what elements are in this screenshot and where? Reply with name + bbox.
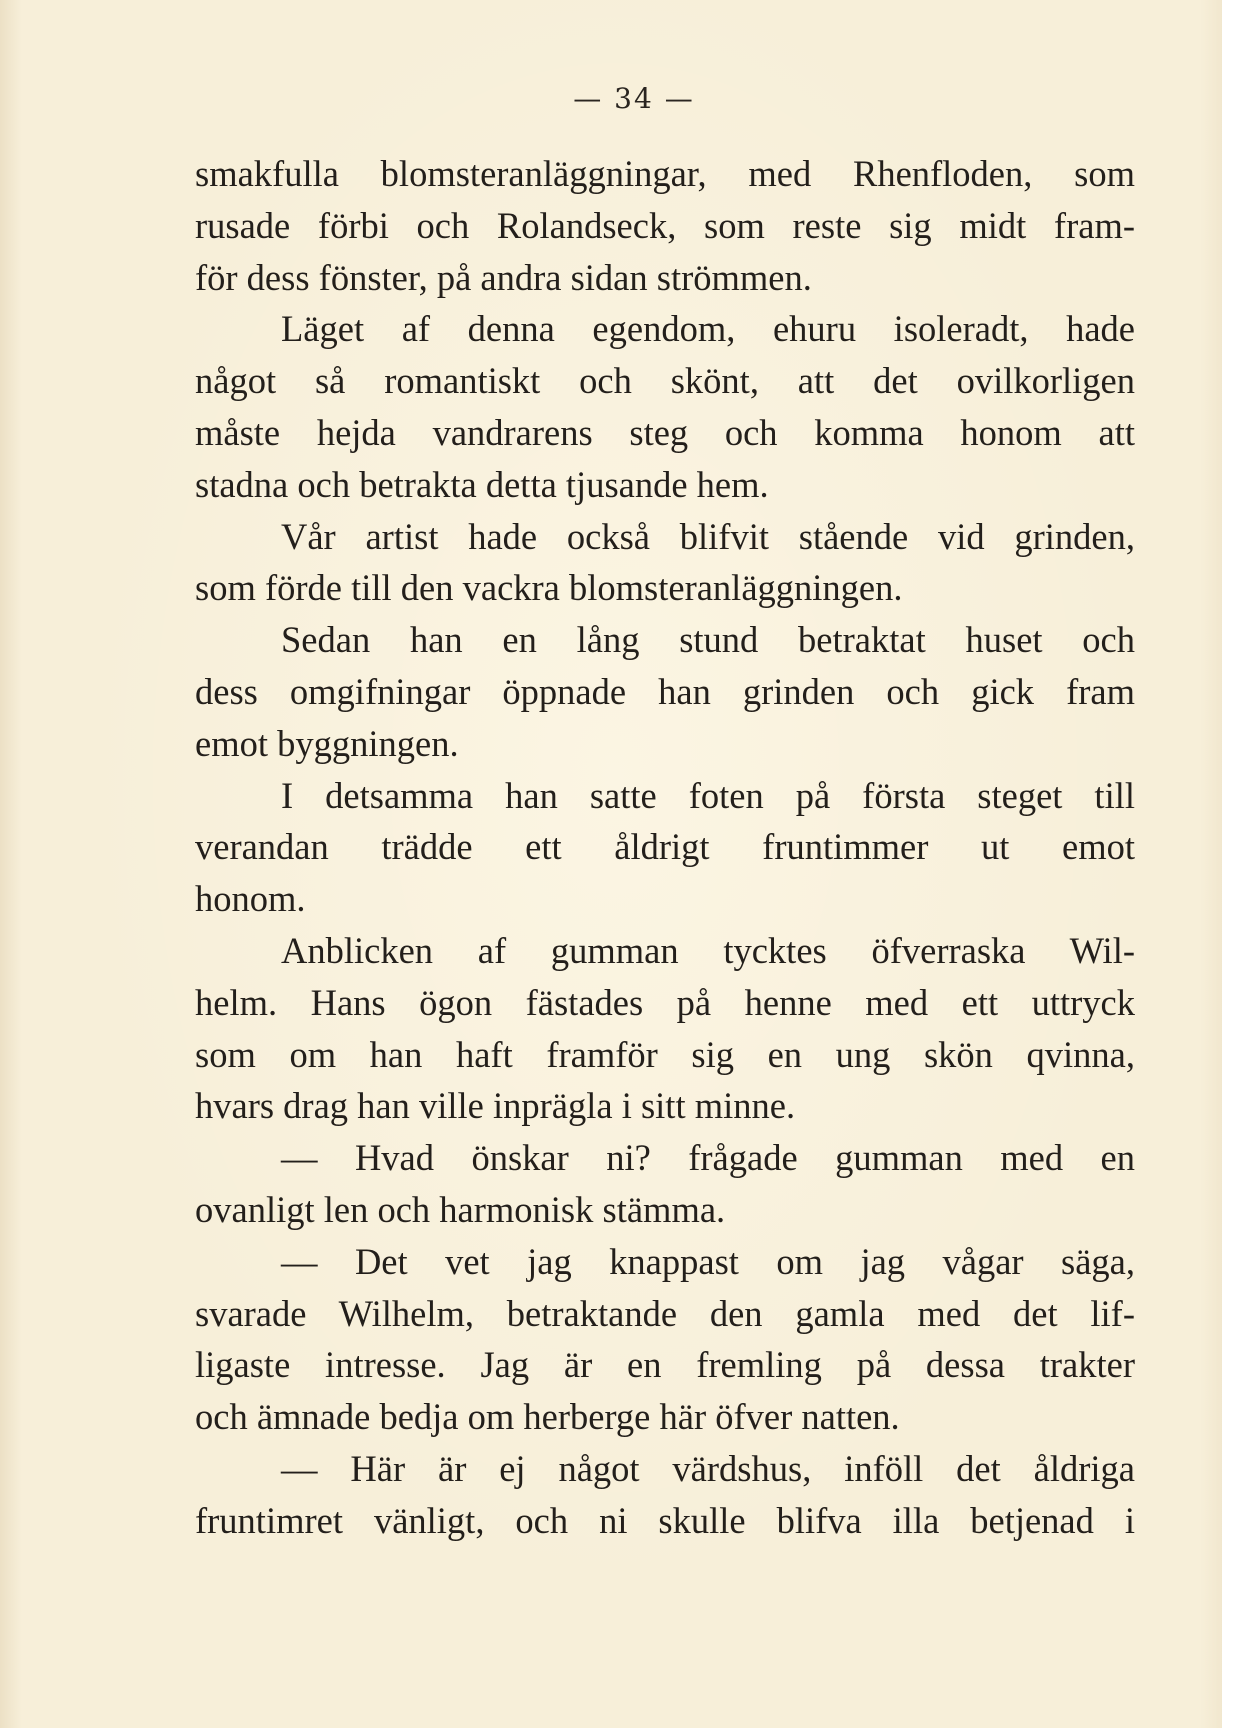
paragraph-start-line: Vår artist hade också blifvit stående vid grinden, (281, 515, 1135, 557)
page-edge (1222, 0, 1230, 1728)
text-line: som om han haft framför sig en ung skön qvinna, (195, 1033, 1135, 1075)
dialogue-line: — Det vet jag knappast om jag vågar säga, (281, 1240, 1135, 1282)
page-number: — 34 — (573, 82, 695, 115)
text-line: verandan trädde ett åldrigt fruntimmer ut emot (195, 826, 1135, 868)
body-text (195, 148, 1135, 1547)
text-line: ligaste intresse. Jag är en fremling på dessa trakter (195, 1344, 1135, 1386)
dialogue-line: — Här är ej något värdshus, inföll det åldriga (281, 1447, 1135, 1489)
text-line: stadna och betrakta detta tjusande hem. (195, 463, 769, 505)
text-line: smakfulla blomsteranläggningar, med Rhenfloden, som (195, 153, 1135, 194)
text-line: och ämnade bedja om herberge här öfver natten. (195, 1396, 900, 1438)
text-line: fruntimret vänligt, och ni skulle blifva illa betjenad i (195, 1499, 1135, 1541)
text-line: hvars drag han ville inprägla i sitt minne. (195, 1085, 796, 1127)
text-line: ovanligt len och harmonisk stämma. (195, 1188, 726, 1230)
text-line: honom. (195, 878, 306, 920)
dialogue-line: — Hvad önskar ni? frågade gumman med en (281, 1137, 1135, 1179)
text-line: dess omgifningar öppnade han grinden och gick fram (195, 670, 1135, 712)
paragraph-start-line: I detsamma han satte foten på första steget till (281, 774, 1135, 816)
text-line: helm. Hans ögon fästades på henne med ett uttryck (195, 981, 1135, 1023)
text-line: något så romantiskt och skönt, att det ovilkorligen (195, 360, 1135, 402)
text-line: måste hejda vandrarens steg och komma honom att (195, 411, 1135, 453)
paragraph-start-line: Läget af denna egendom, ehuru isoleradt, hade (281, 308, 1135, 350)
text-line: som förde till den vackra blomsteranläggningen. (195, 567, 903, 609)
text-line: svarade Wilhelm, betraktande den gamla med det lif- (195, 1292, 1135, 1334)
paragraph-start-line: Anblicken af gumman tycktes öfverraska Wil- (281, 929, 1135, 971)
paragraph-start-line: Sedan han en lång stund betraktat huset och (281, 619, 1135, 661)
text-line: emot byggningen. (195, 722, 459, 764)
text-line: för dess fönster, på andra sidan strömmen. (195, 256, 812, 298)
text-line: rusade förbi och Rolandseck, som reste sig midt fram- (195, 204, 1135, 246)
